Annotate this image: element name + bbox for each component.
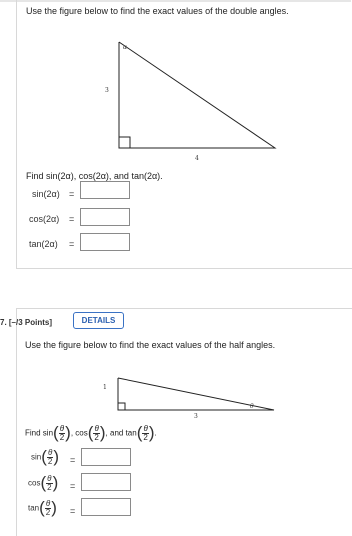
q6-side-horizontal: 4	[195, 155, 199, 162]
q7-cos-equals: =	[70, 481, 76, 491]
question-6-panel	[16, 0, 352, 269]
question-7-section	[0, 278, 351, 535]
q7-instruction: Use the figure below to find the exact values of the half angles.	[25, 340, 276, 350]
q6-sin-answer-input[interactable]	[80, 181, 130, 199]
details-button[interactable]: DETAILS	[73, 312, 124, 329]
q7-tan-answer-input[interactable]	[81, 498, 131, 516]
q7-prompt: Find sin( $\frac{\theta}{2}$ ), cos( $\frac{\theta}{2}$ ), and tan( $\frac{\theta}{2}$ ).	[25, 423, 157, 442]
q6-tan-answer-input[interactable]	[80, 233, 130, 251]
q7-side-horizontal: 3	[194, 413, 198, 420]
q6-right-angle-marker	[119, 137, 130, 148]
q6-sin-equals: =	[69, 189, 75, 199]
q6-cos-label: cos(2α)	[29, 214, 60, 224]
q7-side-vertical: 1	[103, 384, 107, 391]
q6-angle-label: α	[123, 44, 128, 51]
q6-tan-label: tan(2α)	[29, 239, 58, 249]
q7-tan-equals: =	[70, 506, 76, 516]
q6-triangle-figure	[105, 40, 287, 162]
q7-header: 7. [–/3 Points]	[0, 318, 53, 327]
q6-side-vertical: 3	[105, 87, 109, 94]
q6-cos-equals: =	[69, 214, 75, 224]
q7-triangle-figure	[103, 376, 280, 420]
q7-sin-equals: =	[70, 455, 76, 465]
q6-sin-label: sin(2α)	[32, 189, 60, 199]
q7-cos-label: cos( $\frac{\theta}{2}$ )	[28, 473, 59, 492]
q6-triangle	[119, 42, 275, 148]
q6-cos-answer-input[interactable]	[80, 208, 130, 226]
q7-cos-answer-input[interactable]	[81, 473, 131, 491]
q6-instruction: Use the figure below to find the exact values of the double angles.	[26, 6, 289, 16]
q7-right-angle-marker	[118, 403, 125, 410]
q6-prompt: Find sin(2α), cos(2α), and tan(2α).	[26, 171, 163, 181]
q7-sin-answer-input[interactable]	[81, 448, 131, 466]
q7-sin-label: sin( $\frac{\theta}{2}$ )	[31, 447, 60, 466]
q6-tan-equals: =	[69, 239, 75, 249]
q7-angle-label: θ	[250, 403, 254, 410]
q7-tan-label: tan( $\frac{\theta}{2}$ )	[28, 498, 57, 517]
